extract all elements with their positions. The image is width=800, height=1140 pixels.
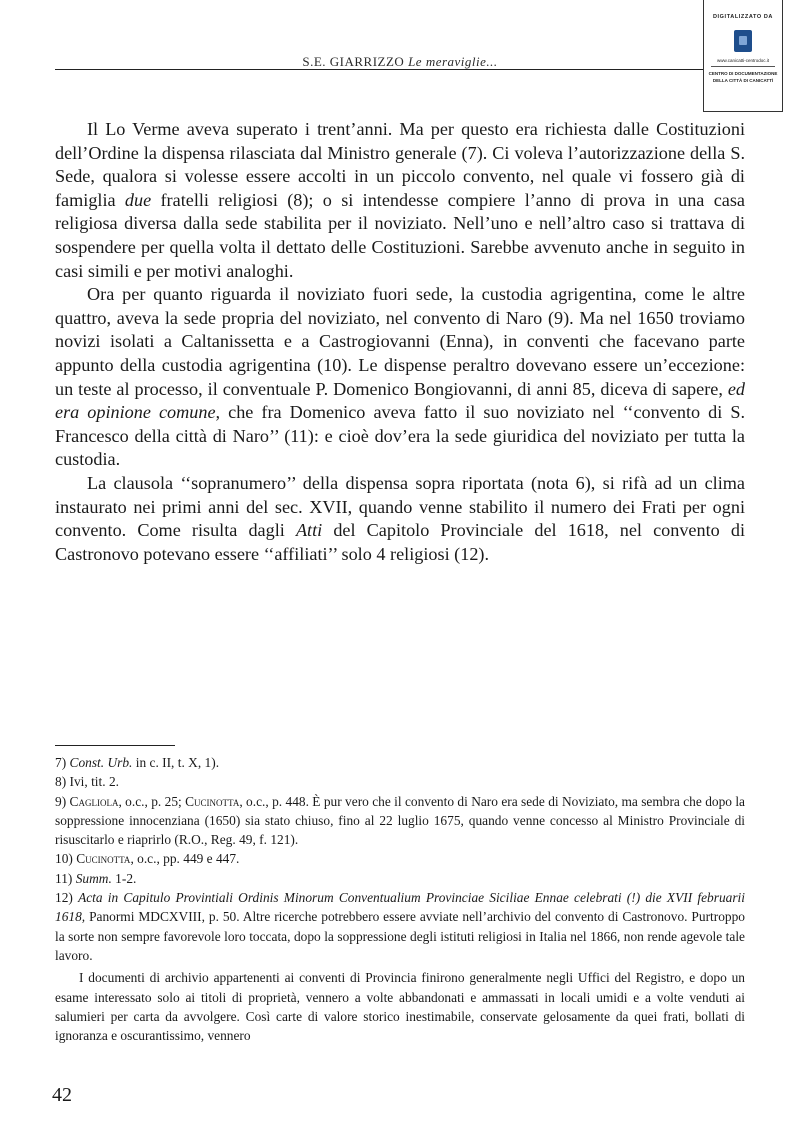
page-number: 42: [52, 1084, 72, 1106]
stamp-line2: DELLA CITTÀ DI CANICATTÌ: [712, 78, 774, 83]
footnotes: [55, 753, 745, 1045]
footnote-author: Cagliola: [69, 793, 119, 809]
header-rule: [55, 69, 703, 70]
footnote-text: in c. II, t. X, 1).: [132, 755, 220, 770]
footnote-9: [55, 792, 745, 850]
footnote-author: Cucinotta: [76, 851, 131, 867]
p3-text-b: del Capitolo Provinciale del 1618, nel convento di Castronovo potevano essere ‘‘affiliati’’ solo 4 religiosi (12).: [55, 520, 745, 564]
footnote-text: 1-2.: [111, 870, 137, 886]
footnote-7: [55, 753, 745, 772]
stamp-line1: CENTRO DI DOCUMENTAZIONE: [708, 71, 778, 76]
p3-text-a: La clausola ‘‘sopranumero’’ della dispensa sopra riportata (nota 6), si rifà ad un clima instaurato nei primi anni del sec. XVII, quando venne stabilito il numero dei Frati per ogni convento. Come risulta dagli: [55, 472, 745, 541]
footnote-text: , o.c., p. 448. È pur vero che il convento di Naro era sede di Noviziato, ma sembra che dopo la soppressione innocenziana (1650) sia stato chiuso, fino al 22 luglio 1675, quando venne concesso al Ministro Provinciale di risuscitarlo e riaprirlo (R.O., Reg. 49, f. 121).: [55, 793, 745, 848]
footnote-number: 7): [55, 755, 67, 770]
footnote-author: Cucinotta: [185, 793, 240, 809]
p3-italic: Atti: [295, 520, 323, 541]
footnote-italic: Summ.: [75, 870, 112, 886]
footnote-italic: Acta in Capitulo Provintiali Ordinis Minorum Conventualium Provinciae Siciliae Ennae celebrati (!) die XVII februarii 1618,: [55, 890, 745, 925]
footnote-text: Ivi, tit. 2.: [69, 774, 119, 790]
footnote-text: , o.c., p. 25;: [118, 793, 186, 809]
footnote-number: 11): [55, 870, 73, 886]
p2-text-a: Ora per quanto riguarda il noviziato fuori sede, la custodia agrigentina, come le altre quattro, aveva la sede propria del noviziato, nel convento di Naro (9). Ma nel 1650 troviamo novizi isolati a Caltanissetta e a Castrogiovanni (Enna), in conventi che facevano parte appunto della custodia agrigentina (10). Le dispense peraltro dovevano essere un’eccezione: un teste al processo, il conventuale P. Domenico Bongiovanni, di anni 85, diceva di sapere,: [55, 284, 745, 399]
header-author: S.E. GIARRIZZO: [302, 54, 405, 69]
paragraph-2: [55, 283, 745, 472]
footnote-number: 12): [55, 890, 73, 906]
footnote-text: Panormi MDCXVIII, p. 50. Altre ricerche potrebbero essere avviate nell’archivio del convento di Castronovo. Purtroppo la sorte non sempre favorevole loro toccata, dopo la soppressione degli istituti religiosi in Italia nel 1866, non rende agevole tale lavoro.: [55, 909, 745, 963]
footnote-text: , o.c., pp. 449 e 447.: [130, 851, 240, 867]
city-crest-icon: [734, 30, 752, 52]
footnote-continuation: I documenti di archivio appartenenti ai conventi di Provincia finirono generalmente negli Uffici del Registro, e dopo un esame interessato solo ai titoli di proprietà, vennero a volte abbandonati e ammassati in locali umidi e a volte venduti ai salumieri per carta da avvolgere. Così carte di valore storico inestimabile, conservate gelosamente da quei frati, bollati di ignoranza e oscurantissimo, vennero: [55, 970, 745, 1044]
digitization-stamp: [703, 0, 783, 112]
running-header: [0, 54, 800, 70]
footnote-number: 10): [55, 851, 73, 867]
footnote-11: [55, 869, 745, 888]
footnote-10: [55, 849, 745, 868]
footnote-italic: Const. Urb.: [69, 755, 133, 770]
p2-italic: ed era opinione comune,: [55, 378, 745, 423]
p1-text-a: Il Lo Verme aveva superato i trent’anni. Ma per questo era richiesta dalle Costituzioni dell’Ordine la dispensa rilasciata dal Ministro generale (7). Ci voleva l’autorizzazione della S. Sede, qualora si volesse essere accolti in un piccolo convento, nel quale vi fossero già di famiglia: [55, 119, 745, 210]
paragraph-1: [55, 118, 745, 283]
footnote-8: [55, 772, 745, 791]
footnote-number: 9): [55, 793, 67, 809]
stamp-top-text: DIGITALIZZATO DA: [712, 14, 773, 20]
p2-text-b: che fra Domenico aveva fatto il suo noviziato nel ‘‘convento di S. Francesco della città di Naro’’ (11): e cioè dov’era la sede giuridica del noviziato per tutta la custodia.: [55, 402, 746, 470]
paragraph-3: [55, 472, 745, 566]
p1-italic: due: [124, 189, 152, 210]
footnote-12: [55, 888, 745, 965]
stamp-url: www.canicatti-centrodoc.it: [716, 58, 770, 63]
body-text: [55, 118, 745, 566]
stamp-divider: [711, 66, 775, 67]
p1-text-b: fratelli religiosi (8); o si intendesse compiere l’anno di prova in una casa religiosa diversa dalla sede stabilita per il noviziato. Nell’uno e nell’altro caso si trattava di sospendere per quella volta il dettato delle Costituzioni. Sarebbe avvenuto anche in seguito in casi simili e per motivi analoghi.: [55, 189, 745, 281]
header-title-italic: Le meraviglie...: [408, 54, 498, 69]
footnote-rule: [55, 745, 175, 746]
footnote-number: 8): [55, 774, 67, 790]
